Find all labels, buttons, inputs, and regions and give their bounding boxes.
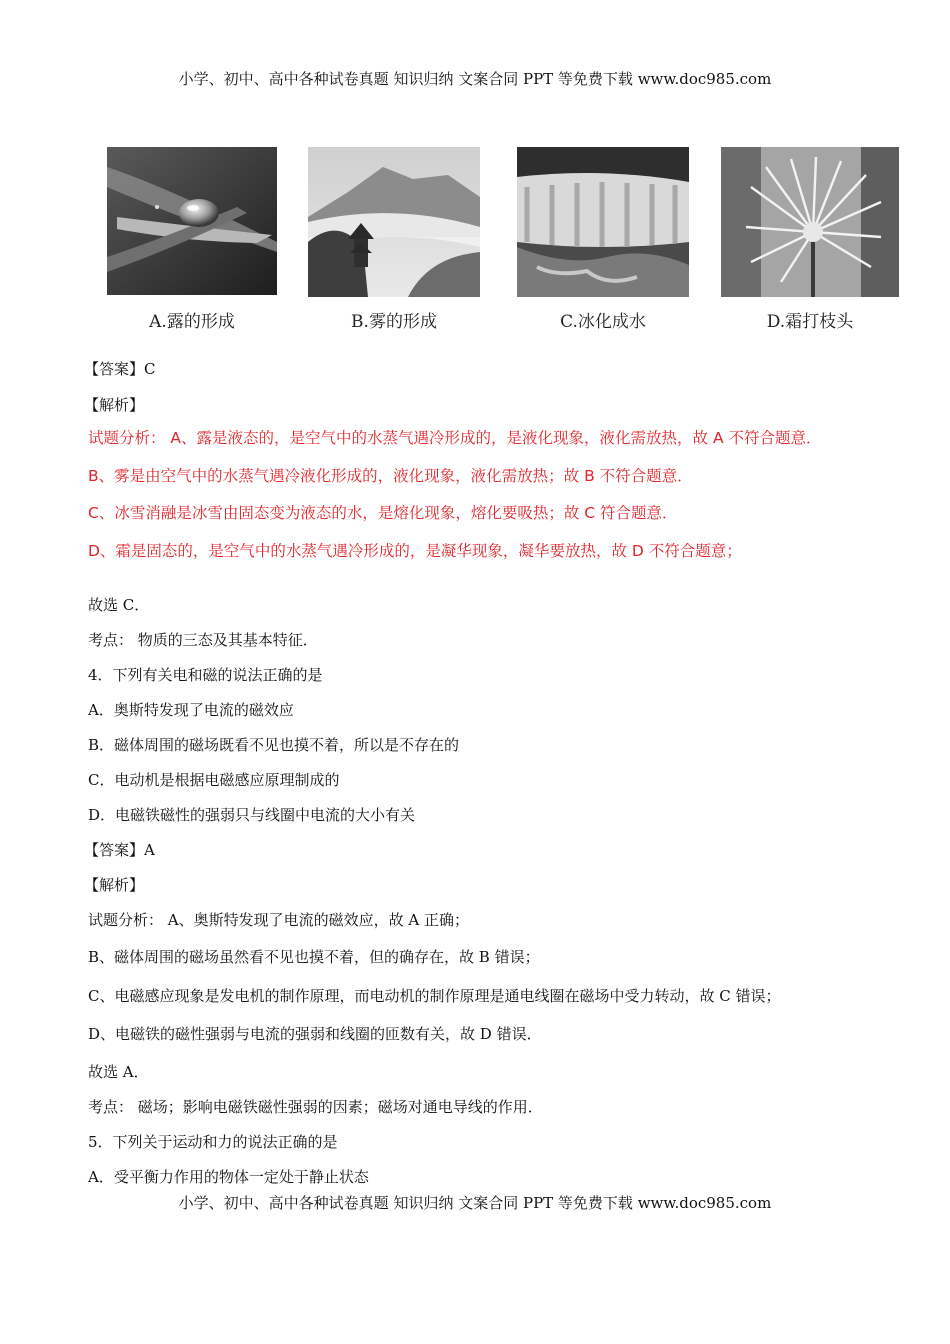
q4-answer: 【答案】A [84,841,155,859]
figure-dew [107,147,277,295]
q4-analysis-line: B、磁体周围的磁场虽然看不见也摸不着，但的确存在，故 B 错误； [88,948,540,966]
page-header: 小学、初中、高中各种试卷真题 知识归纳 文案合同 PPT 等免费下载 www.doc985.com [178,70,772,88]
q3-analysis-line: C、冰雪消融是冰雪由固态变为液态的水，是熔化现象，熔化要吸热；故 C 符合题意． [88,504,678,522]
figure-caption-d: D.霜打枝头 [766,312,854,332]
q5-option: A．受平衡力作用的物体一定处于静止状态 [88,1168,369,1186]
q3-analysis-line: B、雾是由空气中的水蒸气遇冷液化形成的，液化现象，液化需放热；故 B 不符合题意． [88,467,693,485]
q4-stem: 4．下列有关电和磁的说法正确的是 [88,666,323,684]
figure-caption-c: C.冰化成水 [560,312,646,332]
figure-ice [517,147,689,297]
q4-kaodian: 考点： 磁场；影响电磁铁磁性强弱的因素；磁场对通电导线的作用． [88,1098,543,1116]
q4-option: B．磁体周围的磁场既看不见也摸不着，所以是不存在的 [88,736,460,754]
q4-option: D．电磁铁磁性的强弱只与线圈中电流的大小有关 [88,806,416,824]
q4-conclusion: 故选 A． [88,1063,149,1081]
frost-image [721,147,899,297]
fog-image [308,147,480,297]
q3-kaodian: 考点： 物质的三态及其基本特征． [88,631,318,649]
q4-analysis-line: 试题分析： A、奥斯特发现了电流的磁效应，故 A 正确； [88,911,469,929]
q4-option: C．电动机是根据电磁感应原理制成的 [88,771,340,789]
q4-option: A．奥斯特发现了电流的磁效应 [88,701,294,719]
q4-analysis-line: C、电磁感应现象是发电机的制作原理，而电动机的制作原理是通电线圈在磁场中受力转动，故 C 错误； [88,987,781,1005]
figure-row [0,147,950,337]
q4-analysis-label: 【解析】 [84,876,145,894]
page-footer: 小学、初中、高中各种试卷真题 知识归纳 文案合同 PPT 等免费下载 www.doc985.com [178,1194,772,1212]
figure-caption-a: A.露的形成 [149,312,235,332]
ice-image [517,147,689,297]
q5-stem: 5．下列关于运动和力的说法正确的是 [88,1133,338,1151]
dew-image [107,147,277,295]
q3-answer: 【答案】C [84,360,156,378]
figure-caption-b: B.雾的形成 [351,312,437,332]
figure-fog [308,147,480,297]
q3-analysis-label: 【解析】 [84,396,145,414]
q3-conclusion: 故选 C． [88,596,150,614]
q3-analysis-line: D、霜是固态的，是空气中的水蒸气遇冷形成的，是凝华现象，凝华要放热，故 D 不符合题意； [88,542,742,560]
q4-analysis-line: D、电磁铁的磁性强弱与电流的强弱和线圈的匝数有关，故 D 错误． [88,1025,542,1043]
figure-frost [721,147,899,297]
q3-analysis-line: 试题分析： A、露是液态的，是空气中的水蒸气遇冷形成的，是液化现象，液化需放热，故 A 不符合题意． [88,429,822,447]
